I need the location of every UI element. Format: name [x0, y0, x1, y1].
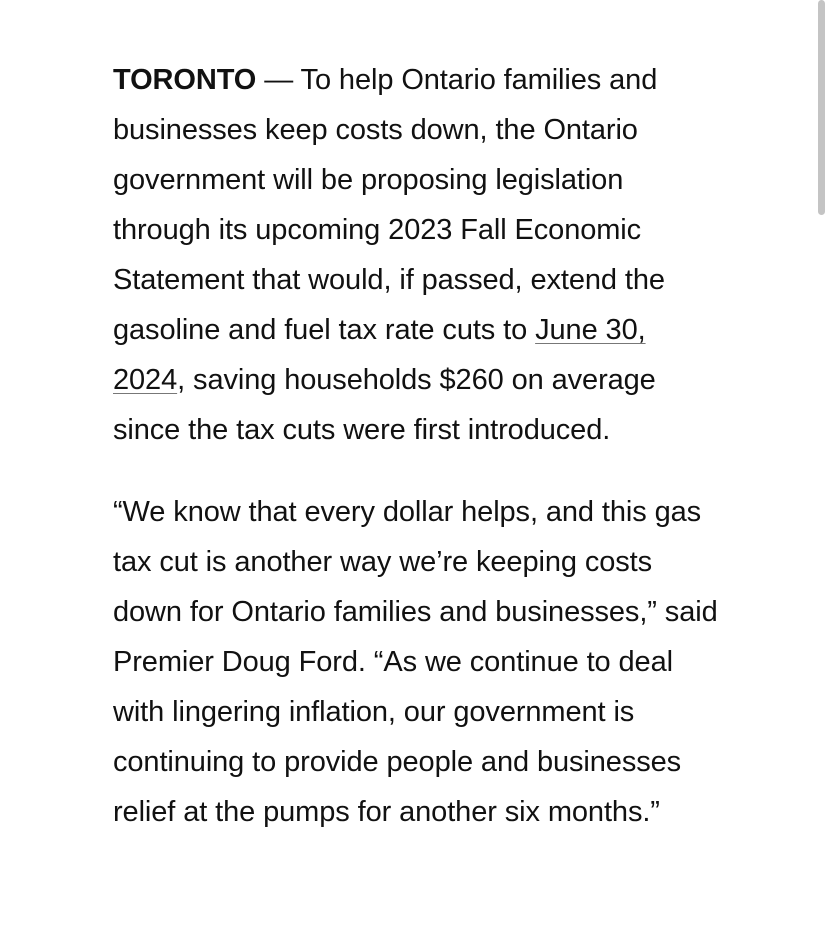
lead-paragraph	[113, 55, 723, 455]
lead-text-continued: , saving households $260 on average since the tax cuts were first introduced.	[113, 364, 656, 446]
dateline: TORONTO	[113, 64, 257, 96]
dateline-separator: —	[256, 64, 301, 96]
news-article-body	[113, 55, 723, 869]
date-link[interactable]: June 30, 2024	[113, 314, 646, 396]
lead-text: To help Ontario families and businesses keep costs down, the Ontario government will be proposing legislation through its upcoming 2023 Fall Economic Statement that would, if passed, extend the gasoline and fuel tax rate cuts to	[113, 64, 665, 346]
vertical-scrollbar[interactable]	[818, 0, 825, 944]
quote-paragraph: “We know that every dollar helps, and this gas tax cut is another way we’re keeping costs down for Ontario families and businesses,” said Premier Doug Ford. “As we continue to deal with lingering inflation, our government is continuing to provide people and businesses relief at the pumps for another six months.”	[113, 496, 718, 828]
scrollbar-thumb[interactable]	[818, 0, 825, 215]
